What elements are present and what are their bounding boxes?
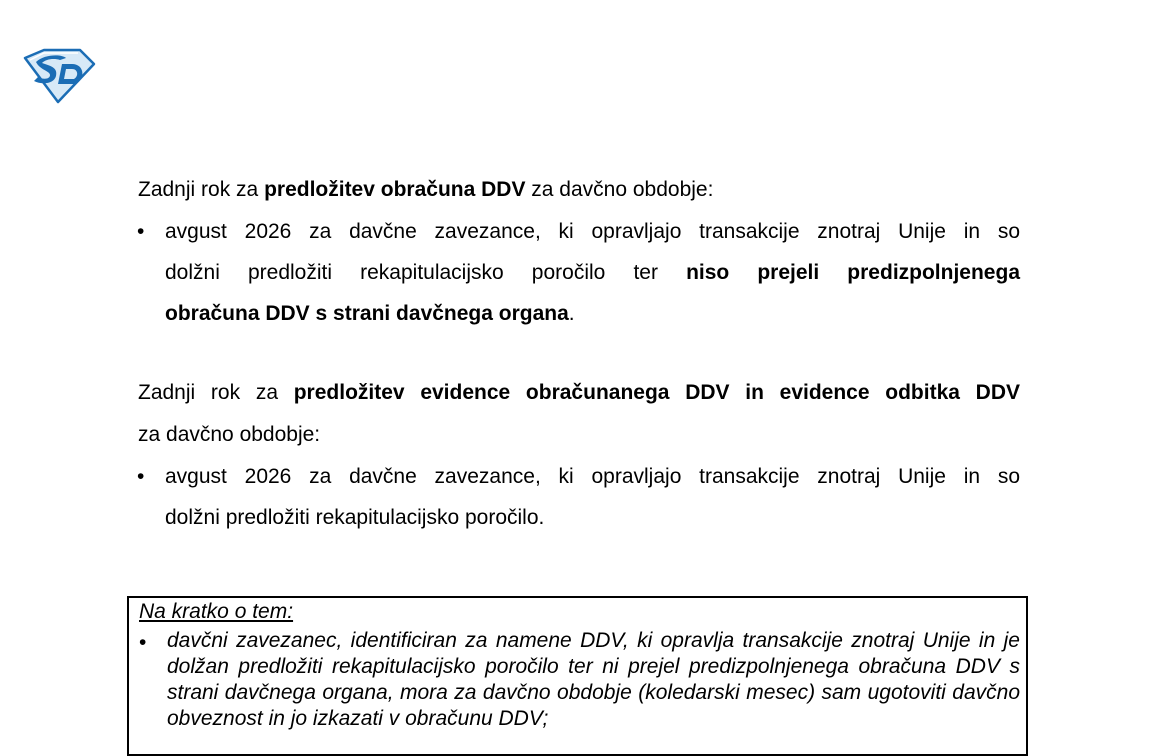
bullet-icon: •	[137, 465, 145, 488]
intro-bold-text: predložitev obračuna DDV	[264, 178, 526, 201]
deadline-intro	[138, 178, 713, 202]
intro-text: Zadnji rok za	[138, 178, 265, 201]
bullet-line: avgust 2026 za davčne zavezance, ki opravljajo transakcije znotraj Unije in so	[165, 220, 1020, 243]
bullet-line: dolžni predložiti rekapitulacijsko poročilo.	[165, 506, 545, 529]
bullet-icon: •	[139, 631, 147, 654]
summary-item: davčni zavezanec, identificiran za namene DDV, ki opravlja transakcije znotraj Unije in je dolžan predložiti rekapitulacijsko poročilo ter ni prejel predizpolnjenega obračuna DDV s strani davčnega organa, mora za davčno obdobje (koledarski mesec) sam ugotoviti davčno obveznost in jo izkazati v obračunu DDV;	[167, 629, 1020, 730]
bullet-line: dolžni predložiti rekapitulacijsko poročilo ter niso prejeli predizpolnjenega	[165, 261, 1020, 284]
bullet-line: avgust 2026 za davčne zavezance, ki opravljajo transakcije znotraj Unije in so	[165, 465, 1020, 488]
summary-box	[127, 596, 1028, 756]
deadline-intro-line2: za davčno obdobje:	[138, 423, 321, 446]
intro-text-end: za davčno obdobje:	[525, 178, 714, 201]
bullet-icon: •	[137, 220, 145, 243]
sd-logo-icon	[22, 48, 96, 104]
deadline-intro: Zadnji rok za predložitev evidence obračunanega DDV in evidence odbitka DDV	[138, 381, 1020, 404]
summary-title: Na kratko o tem:	[139, 600, 294, 623]
bullet-line: obračuna DDV s strani davčnega organa.	[165, 302, 575, 325]
